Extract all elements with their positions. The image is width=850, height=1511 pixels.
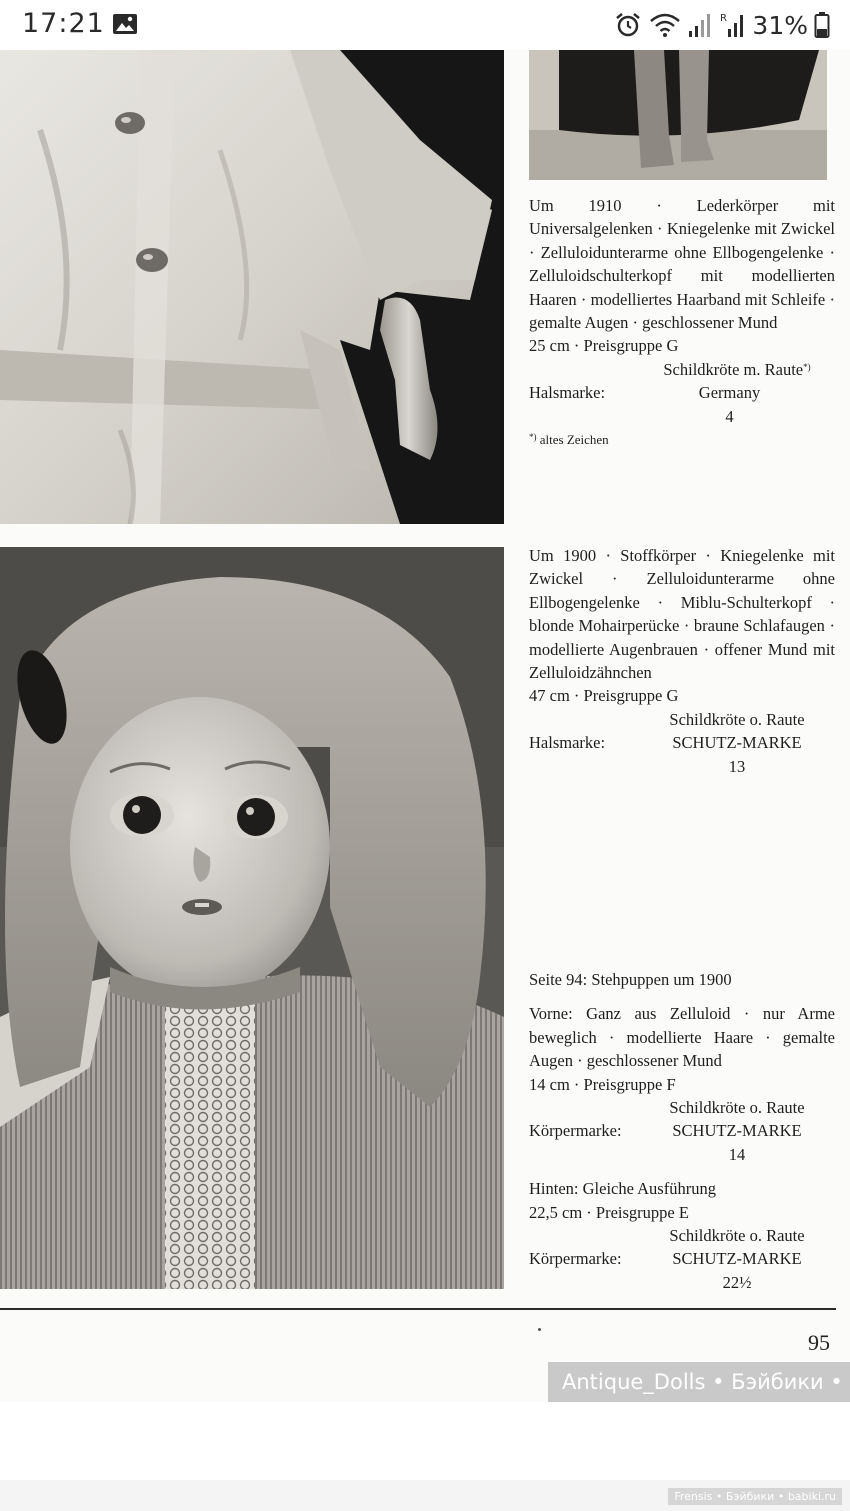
page94-back-description: Hinten: Gleiche Ausführung [529, 1179, 716, 1199]
page-bottom-rule [0, 1308, 836, 1310]
status-bar [0, 0, 850, 50]
neck-mark-label: Halsmarke: [529, 733, 606, 753]
credit-text: Frensis • Бэйбики • babiki.ru [668, 1488, 842, 1505]
battery-percent: 31% [752, 10, 808, 40]
entry-1900-description: Um 1900 · Stoffkörper · Kniegelenke mit Zwickel · Zelluloidunterarme ohne Ellbogengelenke · Miblu-Schulterkopf · blonde Mohairperücke · braune Schlafaugen · modellierte Augenbrauen · offener Mund mit Zelluloidzähnchen [529, 546, 835, 683]
entry-1910-mark-line1: Schildkröte m. Raute*) [663, 359, 811, 379]
svg-text:R: R [720, 13, 728, 24]
book-page [0, 50, 850, 1402]
status-time: 17:21 [22, 8, 105, 39]
page94-back-size-price: 22,5 cm · Preisgruppe E [529, 1202, 689, 1222]
doll-photo-legs [529, 50, 827, 180]
alarm-icon [614, 11, 642, 39]
page-number: 95 [808, 1330, 830, 1355]
body-mark-label: Körpermarke: [529, 1121, 622, 1141]
doll-photo-miblu-face [0, 547, 504, 1289]
page94-back-mark-line2: Körpermarke: SCHUTZ-MARKE [529, 1247, 835, 1270]
speck [538, 1328, 541, 1331]
page94-front-description: Vorne: Ganz aus Zelluloid · nur Arme beweglich · modellierte Haare · gemalte Augen · geschlossener Mund [529, 1004, 835, 1071]
entry-1900-caption [529, 544, 835, 778]
page94-front-mark-line3: 14 [728, 1144, 746, 1164]
entry-1900-mark-line3: 13 [728, 756, 746, 776]
page94-front-mark-line1: Schildkröte o. Raute [669, 1098, 805, 1118]
entry-1900-size-price: 47 cm · Preisgruppe G [529, 686, 679, 706]
page94-caption [529, 968, 835, 1294]
doll-photo-celluloid-shoulderhead [0, 50, 504, 524]
wifi-icon [648, 11, 682, 39]
entry-1910-description: Um 1910 · Lederkörper mit Universalgelenken · Kniegelenke mit Zwickel · Zelluloidunterarme ohne Ellbogengelenke · Zelluloidschulterkopf mit modellierten Haaren · modelliertes Haarband mit Schleife · gemalte Augen · geschlossener Mund [529, 196, 835, 333]
page94-back-mark-line1: Schildkröte o. Raute [669, 1226, 805, 1246]
body-mark-label: Körpermarke: [529, 1249, 622, 1269]
neck-mark-label: Halsmarke: [529, 383, 606, 403]
gallery-notification-icon [112, 12, 138, 36]
signal-icon [688, 11, 712, 39]
credit-bar [0, 1480, 850, 1511]
entry-1910-caption [529, 194, 835, 451]
watermark-banner: Antique_Dolls • Бэйбики • [548, 1362, 850, 1402]
entry-1910-mark-line2: Halsmarke: Germany [529, 381, 835, 404]
entry-1900-mark-line2: Halsmarke: SCHUTZ-MARKE [529, 731, 835, 754]
page94-back-mark-line3: 22½ [722, 1272, 752, 1292]
entry-1900-mark-line1: Schildkröte o. Raute [669, 709, 805, 729]
entry-1910-mark-line3: 4 [725, 406, 734, 426]
battery-icon [814, 11, 830, 39]
entry-1910-size-price: 25 cm · Preisgruppe G [529, 336, 679, 356]
page94-front-mark-line2: Körpermarke: SCHUTZ-MARKE [529, 1119, 835, 1142]
page94-front-size-price: 14 cm · Preisgruppe F [529, 1074, 676, 1094]
entry-1910-footnote: *) altes Zeichen [529, 432, 609, 448]
page94-title: Seite 94: Stehpuppen um 1900 [529, 970, 732, 989]
signal-roaming-icon [718, 11, 746, 39]
